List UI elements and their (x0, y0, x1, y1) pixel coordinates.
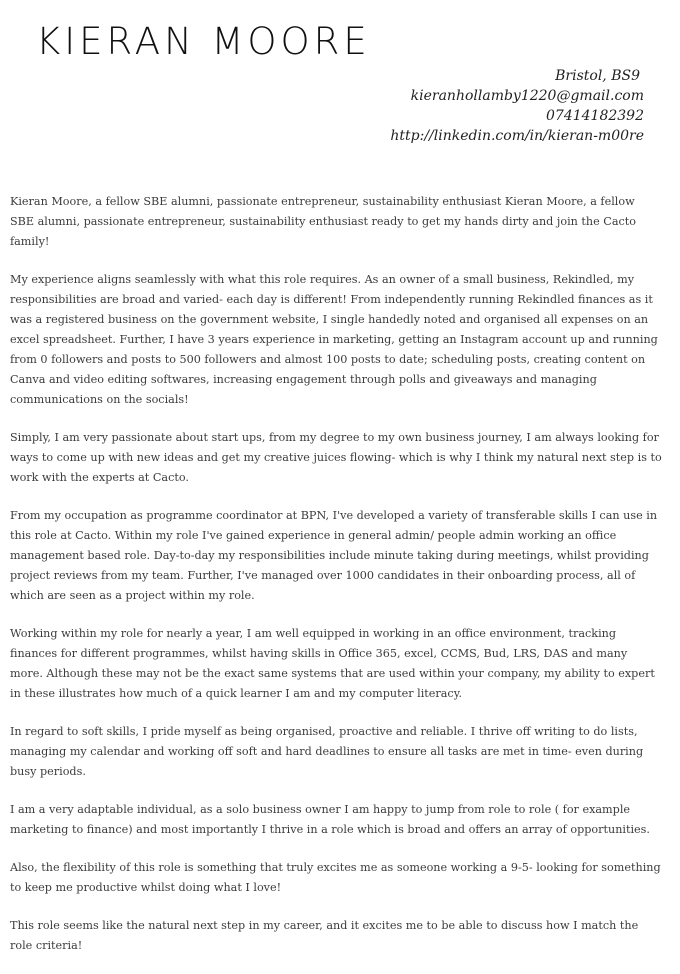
contact-linkedin: http://linkedin.com/in/kieran-m00re (390, 128, 644, 144)
contact-location: Bristol, BS9 (555, 68, 640, 84)
letter-paragraph-8: Also, the flexibility of this role is something that truly excites me as someone working a 9-5- looking for something to keep me productive whilst doing what I love! (10, 861, 661, 894)
contact-phone: 07414182392 (546, 108, 644, 124)
letter-paragraph-1: Kieran Moore, a fellow SBE alumni, passionate entrepreneur, sustainability enthusiast Kieran Moore, a fellow SBE alumni, passionate entrepreneur, sustainability enthusiast ready to get my hands dirty and join the Cacto family! (10, 195, 637, 248)
letter-paragraph-9: This role seems like the natural next step in my career, and it excites me to be able to discuss how I match the role criteria! (10, 919, 639, 952)
letter-body (10, 192, 662, 974)
applicant-name: KIERAN MOORE (36, 20, 371, 63)
letter-paragraph-4: From my occupation as programme coordinator at BPN, I've developed a variety of transferable skills I can use in this role at Cacto. Within my role I've gained experience in general admin/ people admin working an office management based role. Day-to-day my responsibilities include minute taking during meetings, whilst providing project reviews from my team. Further, I've managed over 1000 candidates in their onboarding process, all of which are seen as a project within my role. (10, 509, 658, 602)
letter-paragraph-3: Simply, I am very passionate about start ups, from my degree to my own business journey, I am always looking for ways to come up with new ideas and get my creative juices flowing- which is why I think my natural next step is to work with the experts at Cacto. (10, 431, 662, 484)
letter-paragraph-6: In regard to soft skills, I pride myself as being organised, proactive and reliable. I thrive off writing to do lists, managing my calendar and working off soft and hard deadlines to ensure all tasks are met in time- even during busy periods. (10, 725, 644, 778)
contact-block (390, 66, 644, 146)
letter-paragraph-7: I am a very adaptable individual, as a solo business owner I am happy to jump from role to role ( for example marketing to finance) and most importantly I thrive in a role which is broad and offers an array of opportunities. (10, 803, 650, 836)
contact-email: kieranhollamby1220@gmail.com (410, 88, 644, 104)
letter-paragraph-2: My experience aligns seamlessly with what this role requires. As an owner of a small business, Rekindled, my responsibilities are broad and varied- each day is different! From independently running Rekindled finances as it was a registered business on the government website, I single handedly noted and organised all expenses on an excel spreadsheet. Further, I have 3 years experience in marketing, getting an Instagram account up and running from 0 followers and posts to 500 followers and almost 100 posts to date; scheduling posts, creating content on Canva and video editing softwares, increasing engagement through polls and giveaways and managing communications on the socials! (10, 273, 658, 406)
letter-paragraph-5: Working within my role for nearly a year, I am well equipped in working in an office environment, tracking finances for different programmes, whilst having skills in Office 365, excel, CCMS, Bud, LRS, DAS and many more. Although these may not be the exact same systems that are used within your company, my ability to expert in these illustrates how much of a quick learner I am and my computer literacy. (10, 627, 655, 700)
